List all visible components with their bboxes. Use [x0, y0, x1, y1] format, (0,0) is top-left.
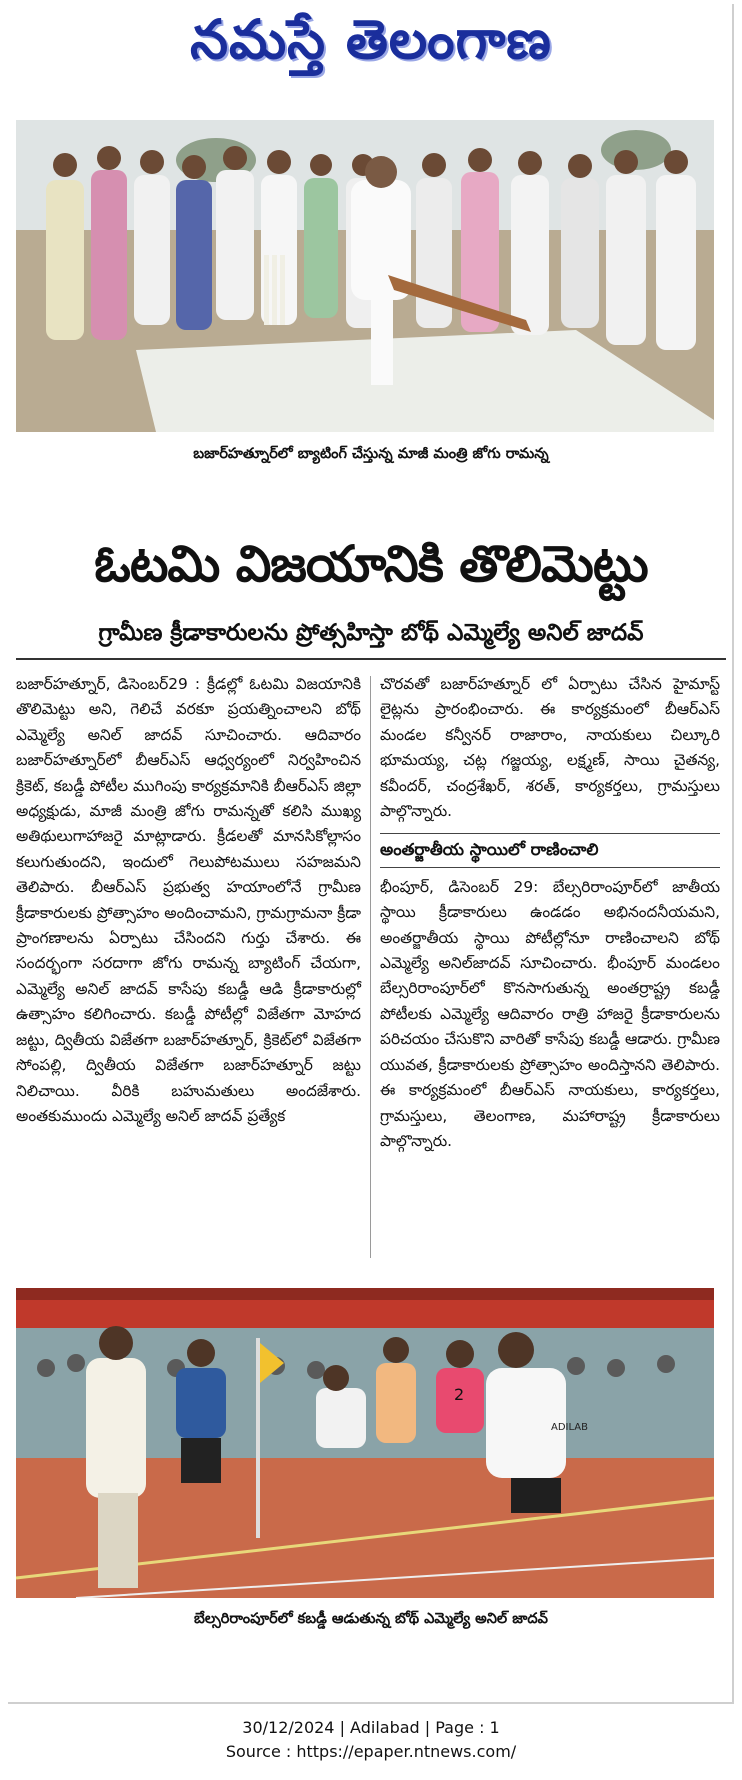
article-paragraph: బజార్‌హత్నూర్, డిసెంబర్29 : క్రీడల్లో ఓటమి విజయానికి తొలిమెట్టు అని, గెలిచే వరకూ ప్రయత్నించాలని బోథ్ ఎమ్మెల్యే అనిల్ జాదవ్ సూచించారు. ఆదివారం బజార్‌హత్నూర్‌లో బీఆర్‌ఎస్ ఆధ్వర్యంలో నిర్వహించిన క్రికెట్, కబడ్డీ పోటీల ముగింపు కార్యక్రమానికి బీఆర్‌ఎస్ జిల్లా అధ్యక్షుడు, మాజీ మంత్రి జోగు రామన్నతో కలిసి ముఖ్య అతిథులుగాహాజరై మాట్లాడారు. క్రీడలతో మానసికోల్లాసం కలుగుతుందని, ఇందులో గెలుపోటములు సహజమని తెలిపారు. బీఆర్‌ఎస్ ప్రభుత్వ హయాంలోనే గ్రామీణ క్రీడాకారులకు ప్రోత్సాహం అందించామని, గ్రామగ్రామనా క్రీడా ప్రాంగణాలను ఏర్పాటు చేసిందని గుర్తు చేశారు. ఈ సందర్భంగా సరదాగా జోగు రామన్న బ్యాటింగ్ చేయగా, ఎమ్మెల్యే అనిల్ జాదవ్ కాసేపు కబడ్డీ ఆడి క్రీడాకారుల్లో ఉత్సాహం కలిగించారు. కబడ్డీ పోటీల్లో విజేతగా మోహద జట్టు, ద్వితీయ విజేతగా బజార్‌హత్నూర్, క్రికెట్‌లో విజేతగా సోంపల్లి, ద్వితీయ విజేతగా బజార్‌హత్నూర్ జట్టు నిలిచాయి. వీరికి బహుమతులు అందజేశారు. అంతకుముందు ఎమ్మెల్యే అనిల్ జాదవ్ ప్రత్యేక — [16, 675, 362, 1125]
top-photo — [16, 120, 714, 432]
article-headline: ఓటమి విజయానికి తొలిమెట్టు — [94, 535, 648, 593]
cricket-scene-illustration — [16, 120, 714, 432]
side-article-body: భీంపూర్, డిసెంబర్ 29: బేల్సరిరాంపూర్‌లో జాతీయ స్థాయి క్రీడాకారులు ఉండడం అభినందనీయమని, అంతర్జాతీయ స్థాయి పోటీల్లోనూ రాణించాలని బోథ్ ఎమ్మెల్యే అనిల్‌జాదవ్ సూచించారు. భీంపూర్ మండలం బేల్సరిరాంపూర్‌లో కొనసాగుతున్న అంతర్రాష్ట్ర కబడ్డీ పోటీలకు ఎమ్మెల్యే ఆదివారం రాత్రి హాజరై క్రీడాకారులను పరిచయం చేసుకొని వారితో కాసేపు కబడ్డీ ఆడారు. గ్రామీణ యువత, క్రీడాకారులకు ప్రోత్సాహం అందిస్తానని తెలిపారు. ఈ కార్యక్రమంలో బీఆర్‌ఎస్ నాయకులు, కార్యకర్తలు, గ్రామస్తులు, తెలంగాణ, మహారాష్ట్ర క్రీడాకారులు పాల్గొన్నారు. — [380, 877, 720, 1150]
bottom-photo-caption: బేల్సరిరాంపూర్‌లో కబడ్డీ ఆడుతున్న బోథ్ ఎమ్మెల్యే అనిల్ జాదవ్ — [194, 1611, 548, 1627]
article-paragraph-continued: చొరవతో బజార్‌హత్నూర్ లో ఏర్పాటు చేసిన హైమాస్ట్ లైట్లను ప్రారంభించారు. ఈ కార్యక్రమంలో బీఆర్‌ఎస్ మండల కన్వీనర్ రాజారాం, నాయకులు చిల్కూరి భూమయ్య, చట్ల గజ్జయ్య, లక్ష్మణ్, సాయి చైతన్య, కవీందర్, చంద్రశేఖర్, శరత్, కార్యకర్తలు, గ్రామస్తులు పాల్గొన్నారు. — [380, 675, 720, 821]
article-body-right — [380, 672, 720, 1154]
jersey-number: 2 — [454, 1385, 465, 1404]
kabaddi-scene-illustration — [16, 1288, 714, 1598]
article-subheadline: గ్రామీణ క్రీడాకారులను ప్రోత్సహిస్తా బోథ్ ఎమ్మెల్యే అనిల్ జాదవ్ — [16, 620, 726, 660]
article-body-left — [16, 672, 361, 1129]
top-photo-caption: బజార్‌హత్నూర్‌లో బ్యాటింగ్ చేస్తున్న మాజీ మంత్రి జోగు రామన్న — [193, 446, 549, 462]
newspaper-masthead: నమస్తే తెలంగాణ — [190, 8, 552, 71]
jersey-text: ADILAB — [551, 1422, 588, 1433]
footer-date-line: 30/12/2024 | Adilabad | Page : 1 — [242, 1718, 500, 1737]
bottom-photo — [16, 1288, 714, 1598]
footer-source-line: Source : https://epaper.ntnews.com/ — [225, 1742, 517, 1761]
column-divider — [370, 676, 371, 1258]
side-article-headline: అంతర్జాతీయ స్థాయిలో రాణించాలి — [380, 833, 720, 867]
